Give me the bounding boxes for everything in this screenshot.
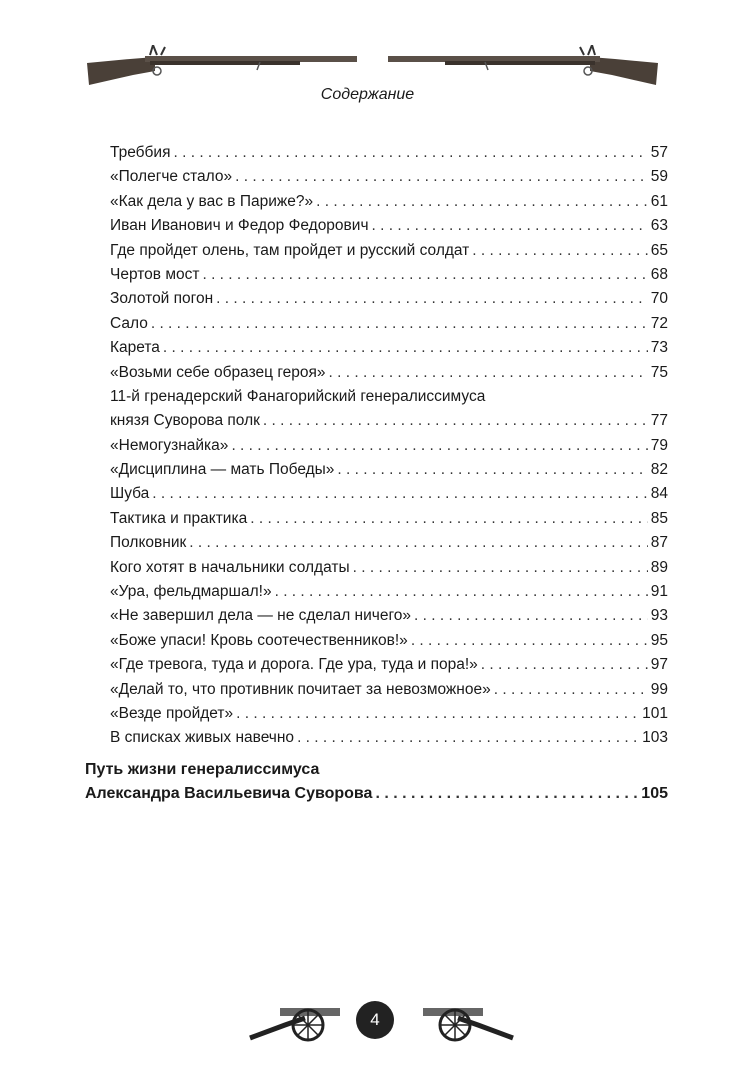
dot-leader [189, 531, 647, 555]
toc-entry[interactable] [110, 629, 668, 653]
toc-entry-page: 68 [650, 265, 668, 283]
toc-entry-page: 97 [650, 656, 668, 674]
toc-entry-title: Карета [110, 339, 160, 357]
toc-entry-title: Тактика и практика [110, 509, 248, 527]
toc-entry[interactable] [110, 361, 668, 385]
toc-entry-title: Треббия [110, 144, 171, 161]
rifle-left-illustration [85, 45, 360, 90]
toc-entry[interactable] [110, 239, 668, 263]
toc-entry[interactable] [110, 580, 668, 604]
toc-entry-title: «Дисциплина — мать Победы» [110, 461, 335, 479]
toc-entry-title: «Ура, фельдмаршал!» [110, 583, 272, 601]
toc-entry-title: Кого хотят в начальники солдаты [110, 558, 350, 576]
dot-leader [263, 409, 648, 433]
toc-entry-title: Полковник [110, 534, 187, 552]
dot-leader [216, 287, 648, 311]
toc-section-entry[interactable] [85, 758, 668, 807]
toc-entry[interactable] [110, 165, 668, 189]
toc-entry-title: «Возьми себе образец героя» [110, 363, 326, 381]
toc-entry-page: 89 [650, 558, 668, 576]
table-of-contents [110, 141, 668, 751]
toc-entry-line [110, 287, 668, 311]
toc-entry-page: 91 [650, 583, 668, 601]
toc-entry-page: 82 [650, 461, 668, 479]
dot-leader [297, 726, 639, 750]
toc-entry-page: 70 [650, 290, 668, 308]
toc-entry-title: Шуба [110, 485, 150, 503]
toc-entry-line [110, 580, 668, 604]
toc-entry-line [110, 312, 668, 336]
toc-entry-page: 84 [650, 485, 668, 503]
toc-entry-page: 63 [650, 217, 668, 235]
toc-entry-line [110, 702, 668, 726]
toc-entry-line [110, 531, 668, 555]
toc-entry-page: 75 [650, 363, 668, 381]
toc-entry-line [110, 214, 668, 238]
toc-entry-page: 72 [650, 314, 668, 332]
toc-entry-line [110, 336, 668, 360]
toc-entry-line [110, 385, 668, 409]
dot-leader [494, 678, 648, 702]
toc-entry-title: Путь жизни генералиссимуса [85, 761, 320, 778]
toc-entry-line [110, 165, 668, 189]
toc-entry-page: 99 [650, 680, 668, 698]
toc-entry[interactable] [110, 190, 668, 214]
toc-entry-title: Иван Иванович и Федор Федорович [110, 217, 369, 235]
toc-entry-line [110, 629, 668, 653]
dot-leader [202, 263, 647, 287]
toc-entry-title: Сало [110, 314, 148, 332]
toc-entry[interactable] [110, 336, 668, 360]
toc-entry-page: 105 [641, 785, 668, 803]
toc-entry[interactable] [110, 556, 668, 580]
toc-entry-title: «Боже упаси! Кровь соотечественников!» [110, 631, 408, 649]
toc-entry-page: 59 [650, 168, 668, 186]
dot-leader [372, 214, 648, 238]
toc-entry-page: 101 [642, 704, 668, 722]
dot-leader [152, 482, 647, 506]
toc-entry-line [110, 604, 668, 628]
toc-entry-page: 65 [650, 241, 668, 259]
toc-entry-page: 77 [650, 412, 668, 430]
toc-entry-title: «Полегче стало» [110, 168, 233, 186]
toc-entry-title: Александра Васильевича Суворова [85, 785, 373, 803]
dot-leader [235, 165, 648, 189]
toc-entry-title: князя Суворова полк [110, 412, 260, 430]
rifle-right-illustration [385, 45, 660, 90]
toc-entry-title: Чертов мост [110, 265, 200, 283]
toc-entry-title: «Как дела у вас в Париже?» [110, 192, 314, 210]
dot-leader [236, 702, 639, 726]
toc-entry-title: В списках живых навечно [110, 729, 295, 747]
toc-entry-page: 79 [650, 436, 668, 454]
cannon-left-illustration [245, 1000, 345, 1045]
toc-entry-line [110, 556, 668, 580]
toc-entry[interactable] [110, 726, 668, 750]
dot-leader [250, 507, 648, 531]
toc-entry-line [110, 361, 668, 385]
toc-entry-page: 61 [650, 192, 668, 210]
toc-entry-page: 87 [650, 534, 668, 552]
toc-entry[interactable] [110, 141, 668, 165]
dot-leader [481, 653, 648, 677]
toc-entry-line [110, 434, 668, 458]
dot-leader [173, 141, 647, 165]
toc-entry[interactable] [110, 653, 668, 677]
dot-leader [275, 580, 648, 604]
toc-entry-page: 85 [650, 509, 668, 527]
toc-entry-line [110, 726, 668, 750]
toc-entry-title: Золотой погон [110, 290, 214, 308]
toc-entry[interactable] [110, 458, 668, 482]
dot-leader [329, 361, 648, 385]
dot-leader [375, 782, 638, 806]
toc-entry-title: «Немогузнайка» [110, 436, 229, 454]
toc-entry[interactable] [110, 214, 668, 238]
toc-entry-page: 73 [650, 339, 668, 357]
toc-entry[interactable] [110, 702, 668, 726]
toc-entry-line [110, 263, 668, 287]
page-title: Содержание [320, 86, 415, 103]
dot-leader [316, 190, 648, 214]
toc-entry-line [110, 409, 668, 433]
dot-leader [414, 604, 648, 628]
dot-leader [163, 336, 648, 360]
toc-entry[interactable] [110, 604, 668, 628]
dot-leader [337, 458, 647, 482]
page-number-badge: 4 [356, 1001, 394, 1039]
toc-entry-title: «Не завершил дела — не сделал ничего» [110, 607, 412, 625]
toc-entry-line [110, 678, 668, 702]
toc-entry-line [110, 482, 668, 506]
toc-entry[interactable] [110, 312, 668, 336]
toc-entry-title: Где пройдет олень, там пройдет и русский солдат [110, 241, 470, 259]
toc-entry-line [110, 190, 668, 214]
toc-entry-line [110, 458, 668, 482]
toc-entry-page: 95 [650, 631, 668, 649]
toc-entry[interactable] [110, 434, 668, 458]
toc-entry-line [110, 507, 668, 531]
toc-entry-page: 103 [642, 729, 668, 747]
toc-entry[interactable] [110, 507, 668, 531]
dot-leader [411, 629, 648, 653]
toc-entry-line [110, 653, 668, 677]
toc-entry[interactable] [110, 287, 668, 311]
dot-leader [353, 556, 648, 580]
toc-entry-title: 11-й гренадерский Фанагорийский генералиссимуса [110, 387, 486, 405]
toc-entry[interactable] [110, 531, 668, 555]
toc-entry-line [110, 239, 668, 263]
toc-entry[interactable] [110, 263, 668, 287]
toc-entry-title: «Делай то, что противник почитает за невозможное» [110, 680, 491, 698]
toc-entry[interactable] [110, 678, 668, 702]
dot-leader [472, 239, 647, 263]
toc-entry-title: «Где тревога, туда и дорога. Где ура, туда и пора!» [110, 656, 478, 674]
toc-entry-line [110, 141, 668, 165]
toc-entry-page: 93 [650, 607, 668, 625]
dot-leader [151, 312, 648, 336]
dot-leader [231, 434, 647, 458]
toc-entry-title: «Везде пройдет» [110, 704, 234, 722]
toc-entry[interactable] [110, 385, 668, 434]
cannon-right-illustration [418, 1000, 518, 1045]
toc-entry-page: 57 [650, 144, 668, 161]
toc-entry[interactable] [110, 482, 668, 506]
